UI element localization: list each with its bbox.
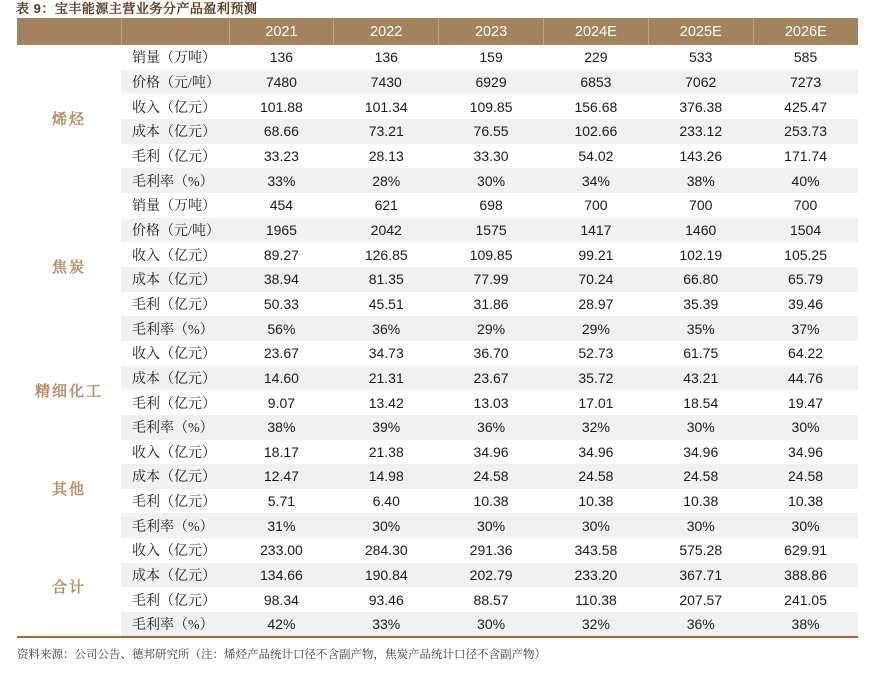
value-cell: 30% bbox=[439, 513, 544, 538]
metric-label: 成本（亿元） bbox=[121, 119, 229, 144]
value-cell: 14.60 bbox=[229, 366, 334, 391]
table-row bbox=[17, 612, 858, 637]
value-cell: 700 bbox=[793, 197, 818, 214]
table-row bbox=[17, 489, 858, 514]
value-cell: 37% bbox=[753, 316, 858, 341]
metric-label: 收入（亿元） bbox=[132, 248, 216, 264]
metric-label: 毛利率（%） bbox=[121, 168, 229, 193]
value-cell: 136 bbox=[374, 49, 398, 66]
value-cell: 56% bbox=[229, 316, 334, 341]
table-row bbox=[17, 193, 858, 218]
value-cell: 24.58 bbox=[439, 464, 544, 489]
table-row bbox=[17, 464, 858, 489]
value-cell: 102.19 bbox=[679, 246, 723, 263]
value-cell: 33% bbox=[229, 168, 334, 193]
value-cell: 343.58 bbox=[574, 542, 618, 559]
value-cell: 38% bbox=[753, 612, 858, 637]
value-cell: 700 bbox=[689, 197, 713, 214]
value-cell: 93.46 bbox=[368, 591, 404, 608]
value-cell: 12.47 bbox=[229, 464, 334, 489]
table-row bbox=[17, 45, 858, 70]
value-cell: 159 bbox=[479, 49, 503, 66]
source-note: 资料来源：公司公告、德邦研究所（注：烯烃产品统计口径不含副产物，焦炭产品统计口径不含副产物） bbox=[17, 649, 546, 661]
value-cell: 40% bbox=[753, 168, 858, 193]
metric-label: 价格（元/吨） bbox=[121, 70, 229, 95]
table-row bbox=[17, 242, 858, 267]
value-cell: 81.35 bbox=[334, 267, 439, 292]
value-cell: 13.03 bbox=[473, 394, 509, 411]
value-cell: 233.00 bbox=[260, 542, 303, 559]
value-cell: 18.54 bbox=[683, 394, 719, 411]
table-row bbox=[17, 144, 858, 169]
forecast-table bbox=[17, 18, 858, 638]
value-cell: 54.02 bbox=[578, 147, 614, 164]
value-cell: 134.66 bbox=[229, 563, 334, 588]
metric-label: 收入（亿元） bbox=[132, 544, 216, 560]
value-cell: 5.71 bbox=[267, 493, 296, 510]
value-cell: 50.33 bbox=[263, 295, 299, 312]
value-cell: 33% bbox=[334, 612, 439, 637]
metric-label: 毛利率（%） bbox=[121, 612, 229, 637]
metric-label: 销量（万吨） bbox=[132, 199, 216, 215]
value-cell: 61.75 bbox=[683, 345, 719, 362]
value-cell: 190.84 bbox=[334, 563, 439, 588]
value-cell: 6853 bbox=[543, 70, 648, 95]
value-cell: 7480 bbox=[229, 70, 334, 95]
value-cell: 30% bbox=[439, 612, 544, 637]
value-cell: 36% bbox=[648, 612, 753, 637]
value-cell: 1575 bbox=[439, 218, 544, 243]
value-cell: 1460 bbox=[648, 218, 753, 243]
value-cell: 89.27 bbox=[263, 246, 299, 263]
value-cell: 10.38 bbox=[683, 493, 719, 510]
value-cell: 43.21 bbox=[648, 366, 753, 391]
table-row bbox=[17, 218, 858, 243]
value-cell: 44.76 bbox=[753, 366, 858, 391]
value-cell: 171.74 bbox=[784, 147, 827, 164]
value-cell: 101.34 bbox=[364, 98, 408, 115]
value-cell: 32% bbox=[543, 415, 648, 440]
value-cell: 70.24 bbox=[543, 267, 648, 292]
metric-label: 收入（亿元） bbox=[132, 347, 216, 363]
value-cell: 207.57 bbox=[679, 591, 723, 608]
table-row bbox=[17, 267, 858, 292]
value-cell: 233.20 bbox=[543, 563, 648, 588]
value-cell: 24.58 bbox=[543, 464, 648, 489]
table-row bbox=[17, 440, 858, 465]
value-cell: 35.39 bbox=[683, 295, 719, 312]
group-label: 其他 bbox=[17, 440, 121, 539]
value-cell: 110.38 bbox=[575, 591, 617, 608]
value-cell: 30% bbox=[753, 415, 858, 440]
metric-label: 毛利（亿元） bbox=[132, 396, 216, 412]
value-cell: 35.72 bbox=[543, 366, 648, 391]
table-row bbox=[17, 341, 858, 366]
value-cell: 101.88 bbox=[260, 98, 303, 115]
value-cell: 575.28 bbox=[679, 542, 723, 559]
value-cell: 13.42 bbox=[368, 394, 404, 411]
value-cell: 143.26 bbox=[679, 147, 723, 164]
header-cell-group bbox=[17, 18, 121, 45]
value-cell: 39.46 bbox=[788, 295, 824, 312]
metric-label: 成本（亿元） bbox=[121, 366, 229, 391]
value-cell: 31% bbox=[229, 513, 334, 538]
value-cell: 18.17 bbox=[263, 443, 299, 460]
header-cell-2025e: 2025E bbox=[648, 18, 753, 45]
value-cell: 28% bbox=[334, 168, 439, 193]
value-cell: 73.21 bbox=[334, 119, 439, 144]
value-cell: 30% bbox=[648, 513, 753, 538]
table-row bbox=[17, 316, 858, 341]
header-cell-2023: 2023 bbox=[439, 18, 544, 45]
value-cell: 7430 bbox=[334, 70, 439, 95]
value-cell: 105.25 bbox=[784, 246, 827, 263]
value-cell: 629.91 bbox=[784, 542, 827, 559]
value-cell: 126.85 bbox=[364, 246, 408, 263]
value-cell: 34% bbox=[543, 168, 648, 193]
value-cell: 38.94 bbox=[229, 267, 334, 292]
value-cell: 36% bbox=[439, 415, 544, 440]
value-cell: 36% bbox=[334, 316, 439, 341]
table-body bbox=[17, 45, 858, 637]
value-cell: 1504 bbox=[753, 218, 858, 243]
value-cell: 425.47 bbox=[784, 98, 827, 115]
value-cell: 23.67 bbox=[263, 345, 299, 362]
header-cell-2022: 2022 bbox=[334, 18, 439, 45]
header-row bbox=[17, 18, 858, 45]
value-cell: 376.38 bbox=[679, 98, 723, 115]
value-cell: 30% bbox=[439, 168, 544, 193]
value-cell: 7062 bbox=[648, 70, 753, 95]
value-cell: 76.55 bbox=[439, 119, 544, 144]
header-cell-2021: 2021 bbox=[229, 18, 334, 45]
value-cell: 1417 bbox=[543, 218, 648, 243]
value-cell: 29% bbox=[543, 316, 648, 341]
value-cell: 99.21 bbox=[578, 246, 614, 263]
value-cell: 39% bbox=[334, 415, 439, 440]
value-cell: 1965 bbox=[229, 218, 334, 243]
value-cell: 34.73 bbox=[368, 345, 404, 362]
value-cell: 367.71 bbox=[648, 563, 753, 588]
value-cell: 28.13 bbox=[368, 147, 404, 164]
value-cell: 30% bbox=[753, 513, 858, 538]
value-cell: 533 bbox=[689, 49, 713, 66]
value-cell: 52.73 bbox=[578, 345, 614, 362]
header-cell-metric bbox=[121, 18, 229, 45]
group-label: 烯烃 bbox=[17, 45, 121, 193]
value-cell: 30% bbox=[543, 513, 648, 538]
metric-label: 价格（元/吨） bbox=[121, 218, 229, 243]
value-cell: 2042 bbox=[334, 218, 439, 243]
metric-label: 成本（亿元） bbox=[121, 563, 229, 588]
value-cell: 38% bbox=[648, 168, 753, 193]
metric-label: 毛利（亿元） bbox=[132, 495, 216, 511]
value-cell: 10.38 bbox=[473, 493, 509, 510]
page-title: 表 9：宝丰能源主营业务分产品盈利预测 bbox=[16, 1, 258, 16]
value-cell: 24.58 bbox=[753, 464, 858, 489]
value-cell: 34.96 bbox=[788, 443, 824, 460]
table-row bbox=[17, 168, 858, 193]
value-cell: 241.05 bbox=[784, 591, 827, 608]
value-cell: 17.01 bbox=[578, 394, 614, 411]
value-cell: 31.86 bbox=[473, 295, 509, 312]
value-cell: 229 bbox=[584, 49, 608, 66]
value-cell: 700 bbox=[584, 197, 608, 214]
value-cell: 24.58 bbox=[648, 464, 753, 489]
table-row bbox=[17, 415, 858, 440]
table-row bbox=[17, 70, 858, 95]
value-cell: 98.34 bbox=[263, 591, 299, 608]
value-cell: 42% bbox=[229, 612, 334, 637]
metric-label: 毛利（亿元） bbox=[132, 149, 216, 165]
group-label: 焦炭 bbox=[17, 193, 121, 341]
table-row bbox=[17, 563, 858, 588]
value-cell: 253.73 bbox=[753, 119, 858, 144]
value-cell: 109.85 bbox=[469, 246, 513, 263]
value-cell: 28.97 bbox=[578, 295, 614, 312]
metric-label: 成本（亿元） bbox=[121, 267, 229, 292]
value-cell: 698 bbox=[479, 197, 503, 214]
metric-label: 毛利率（%） bbox=[121, 316, 229, 341]
table-header bbox=[17, 18, 858, 45]
header-cell-2026e: 2026E bbox=[753, 18, 858, 45]
metric-label: 毛利（亿元） bbox=[132, 593, 216, 609]
value-cell: 6929 bbox=[439, 70, 544, 95]
value-cell: 7273 bbox=[753, 70, 858, 95]
header-cell-2024e: 2024E bbox=[543, 18, 648, 45]
metric-label: 收入（亿元） bbox=[132, 100, 216, 116]
value-cell: 34.96 bbox=[683, 443, 719, 460]
table-row bbox=[17, 292, 858, 317]
value-cell: 21.31 bbox=[334, 366, 439, 391]
metric-label: 毛利率（%） bbox=[121, 415, 229, 440]
value-cell: 35% bbox=[648, 316, 753, 341]
table-row bbox=[17, 587, 858, 612]
value-cell: 36.70 bbox=[473, 345, 509, 362]
value-cell: 109.85 bbox=[469, 98, 513, 115]
value-cell: 33.30 bbox=[473, 147, 509, 164]
value-cell: 45.51 bbox=[368, 295, 404, 312]
value-cell: 88.57 bbox=[473, 591, 509, 608]
value-cell: 23.67 bbox=[439, 366, 544, 391]
value-cell: 65.79 bbox=[753, 267, 858, 292]
group-label: 精细化工 bbox=[17, 341, 121, 440]
value-cell: 32% bbox=[543, 612, 648, 637]
table-row bbox=[17, 366, 858, 391]
value-cell: 14.98 bbox=[334, 464, 439, 489]
value-cell: 64.22 bbox=[788, 345, 824, 362]
value-cell: 9.07 bbox=[267, 394, 296, 411]
value-cell: 66.80 bbox=[648, 267, 753, 292]
value-cell: 21.38 bbox=[368, 443, 404, 460]
value-cell: 30% bbox=[334, 513, 439, 538]
metric-label: 销量（万吨） bbox=[132, 51, 216, 67]
value-cell: 10.38 bbox=[788, 493, 824, 510]
value-cell: 388.86 bbox=[753, 563, 858, 588]
value-cell: 68.66 bbox=[229, 119, 334, 144]
value-cell: 284.30 bbox=[364, 542, 408, 559]
value-cell: 30% bbox=[648, 415, 753, 440]
metric-label: 成本（亿元） bbox=[121, 464, 229, 489]
value-cell: 38% bbox=[229, 415, 334, 440]
value-cell: 77.99 bbox=[439, 267, 544, 292]
value-cell: 19.47 bbox=[788, 394, 824, 411]
value-cell: 10.38 bbox=[578, 493, 614, 510]
table-row bbox=[17, 119, 858, 144]
metric-label: 毛利率（%） bbox=[121, 513, 229, 538]
value-cell: 33.23 bbox=[263, 147, 299, 164]
table-row bbox=[17, 538, 858, 563]
value-cell: 6.40 bbox=[372, 493, 400, 510]
value-cell: 585 bbox=[793, 49, 818, 66]
value-cell: 34.96 bbox=[473, 443, 509, 460]
value-cell: 454 bbox=[269, 197, 294, 214]
value-cell: 156.68 bbox=[574, 98, 618, 115]
metric-label: 收入（亿元） bbox=[132, 445, 216, 461]
value-cell: 621 bbox=[374, 197, 398, 214]
metric-label: 毛利（亿元） bbox=[132, 297, 216, 313]
value-cell: 291.36 bbox=[469, 542, 513, 559]
table-row bbox=[17, 513, 858, 538]
table-row bbox=[17, 94, 858, 119]
value-cell: 102.66 bbox=[543, 119, 648, 144]
table-row bbox=[17, 390, 858, 415]
value-cell: 136 bbox=[269, 49, 294, 66]
value-cell: 34.96 bbox=[578, 443, 614, 460]
value-cell: 29% bbox=[439, 316, 544, 341]
group-label: 合计 bbox=[17, 538, 121, 637]
value-cell: 202.79 bbox=[439, 563, 544, 588]
value-cell: 233.12 bbox=[648, 119, 753, 144]
